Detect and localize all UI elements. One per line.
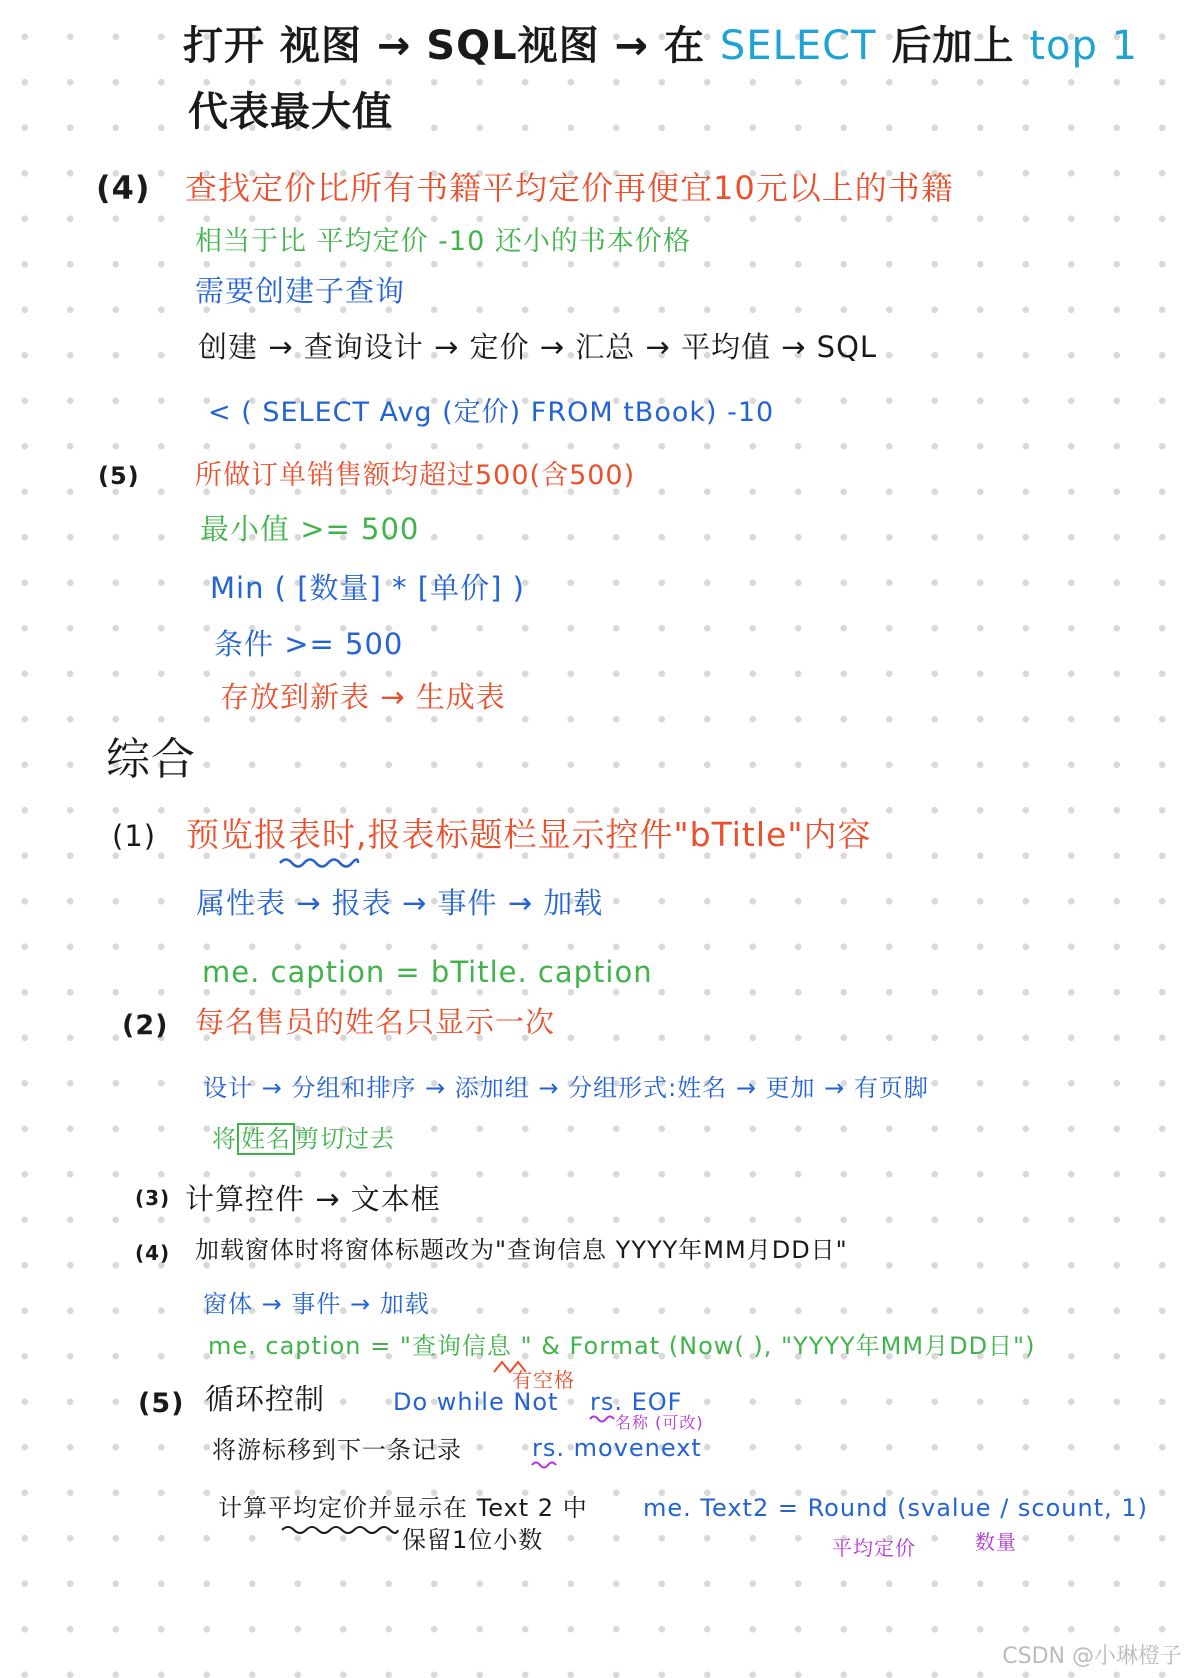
s5-rs-eof: rs. EOF — [590, 1388, 683, 1416]
s4-title: 加载窗体时将窗体标题改为"查询信息 YYYY年MM月DD日" — [195, 1236, 848, 1264]
q5-min: 最小值 >= 500 — [200, 512, 420, 546]
q4-sql: < ( SELECT Avg (定价) FROM tBook) -10 — [208, 397, 775, 428]
s3-text: 计算控件 → 文本框 — [185, 1182, 441, 1216]
q5-store: 存放到新表 → 生成表 — [220, 680, 506, 714]
q5-cond: 条件 >= 500 — [214, 627, 404, 661]
s1-number: (1) — [112, 819, 157, 853]
s1-code: me. caption = bTitle. caption — [202, 955, 653, 989]
q4-title: 查找定价比所有书籍平均定价再便宜10元以上的书籍 — [185, 169, 954, 207]
s5-do-while: Do while Not — [393, 1388, 559, 1416]
s2-cut-post: 剪切过去 — [295, 1125, 395, 1153]
q5-number: (5) — [98, 462, 140, 490]
s5-calc-squiggle — [280, 1524, 400, 1536]
header-select-keyword: SELECT — [719, 23, 877, 69]
q4-need: 需要创建子查询 — [195, 274, 406, 308]
watermark: CSDN @小琳橙子 — [1002, 1644, 1182, 1669]
s5-avg-note: 平均定价 — [832, 1536, 916, 1560]
s5-count-note: 数量 — [975, 1530, 1017, 1554]
s1-title: 预览报表时,报表标题栏显示控件"bTitle"内容 — [186, 815, 872, 854]
header-line1-a: 打开 视图 → SQL视图 → 在 — [183, 23, 705, 69]
q4-number: (4) — [96, 169, 151, 207]
s5-eof-squiggle — [588, 1414, 618, 1424]
section-title: 综合 — [106, 734, 196, 785]
s2-cut-boxed-field: 姓名 — [237, 1123, 295, 1155]
header-line1-b: 后加上 — [891, 23, 1015, 69]
header-line1 — [183, 23, 1139, 69]
s1-underline-squiggle — [278, 855, 360, 869]
q4-note: 相当于比 平均定价 -10 还小的书本价格 — [195, 226, 691, 257]
s5-movenext-squiggle — [530, 1460, 560, 1470]
s5-keep: 保留1位小数 — [402, 1526, 544, 1554]
header-line2: 代表最大值 — [188, 89, 393, 135]
s2-number: (2) — [122, 1010, 169, 1041]
s5-move: 将游标移到下一条记录 — [212, 1436, 462, 1464]
q5-expr: Min ( [数量] * [单价] ) — [210, 571, 525, 605]
s5-calc: 计算平均定价并显示在 Text 2 中 — [218, 1494, 588, 1522]
s4-space-note: 有空格 — [512, 1368, 575, 1392]
s4-code: me. caption = "查询信息 " & Format (Now( ), "YYYY年MM月DD日") — [208, 1332, 1036, 1360]
s1-path: 属性表 → 报表 → 事件 → 加载 — [196, 886, 604, 920]
s3-number: (3) — [135, 1186, 171, 1210]
q5-title: 所做订单销售额均超过500(含500) — [195, 460, 636, 491]
s2-cut-pre: 将 — [212, 1125, 237, 1153]
s2-title: 每名售员的姓名只显示一次 — [195, 1005, 556, 1039]
s4-number: (4) — [135, 1241, 171, 1265]
q4-steps: 创建 → 查询设计 → 定价 → 汇总 → 平均值 → SQL — [198, 330, 878, 364]
s5-number: (5) — [138, 1388, 185, 1419]
s5-loop: 循环控制 — [205, 1382, 326, 1416]
s2-path: 设计 → 分组和排序 → 添加组 → 分组形式:姓名 → 更加 → 有页脚 — [203, 1074, 929, 1102]
s4-path: 窗体 → 事件 → 加载 — [203, 1290, 430, 1318]
header-top-keyword: top 1 — [1029, 23, 1139, 69]
s5-eof-note: 名称 (可改) — [615, 1413, 704, 1432]
s5-code: me. Text2 = Round (svalue / scount, 1) — [643, 1494, 1149, 1522]
s5-movenext: rs. movenext — [532, 1434, 702, 1462]
s2-cut — [212, 1127, 395, 1151]
